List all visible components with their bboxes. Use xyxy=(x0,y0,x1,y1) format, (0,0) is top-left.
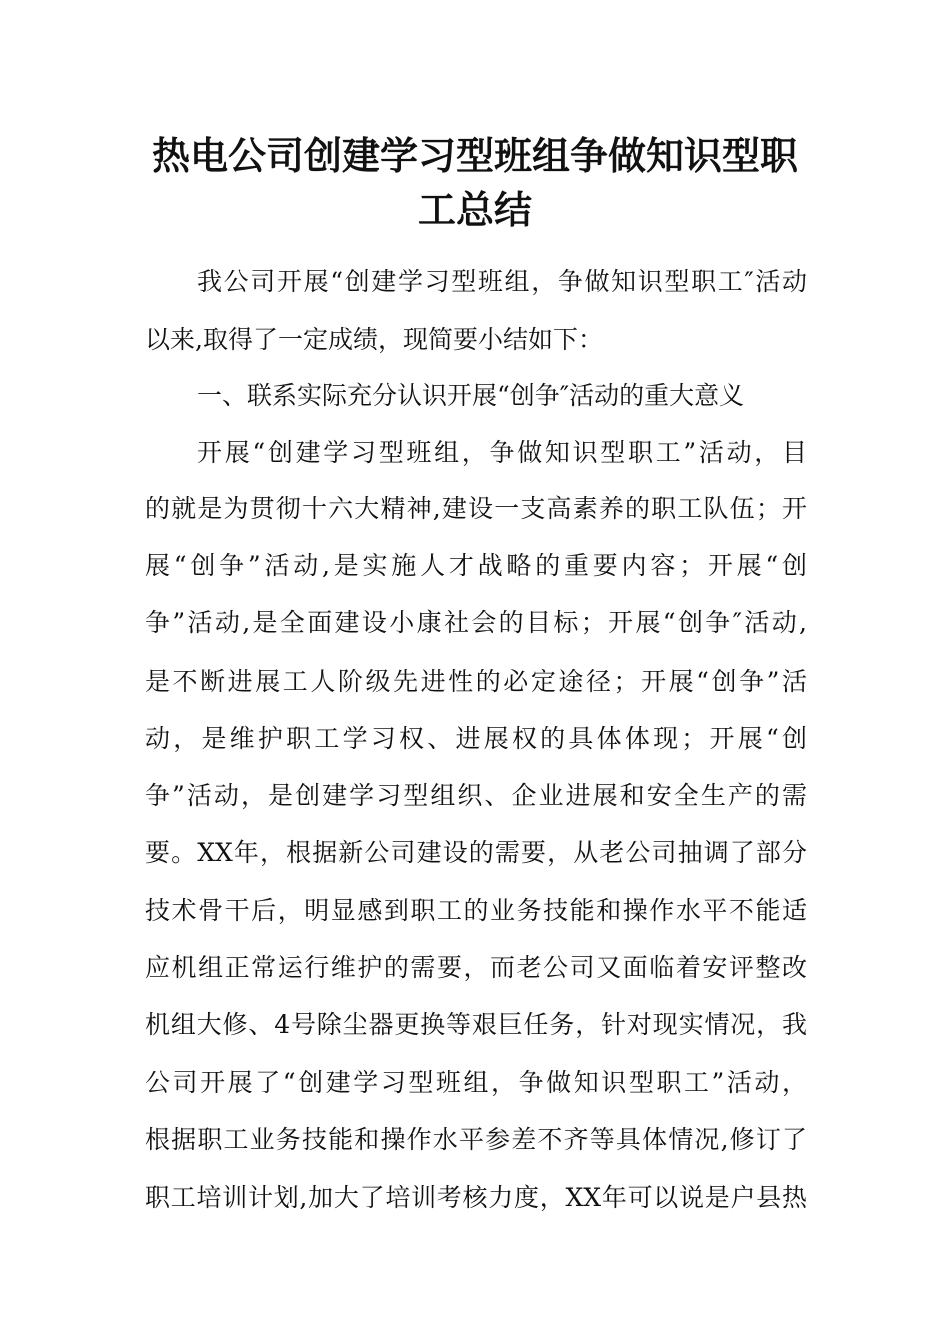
document-title-line-2: 工总结 xyxy=(417,187,532,232)
body-line: 争”活动，是创建学习型组织、企业进展和安全生产的需 xyxy=(145,781,807,810)
body-line: 以来,取得了一定成绩，现简要小结如下： xyxy=(145,325,603,354)
body-line: 根据职工业务技能和操作水平参差不齐等具体情况,修订了 xyxy=(145,1125,807,1154)
body-line: 应机组正常运行维护的需要，而老公司又面临着安评整改 xyxy=(145,953,807,982)
body-line: 的就是为贯彻十六大精神,建设一支高素养的职工队伍；开 xyxy=(145,494,807,523)
body-line: 公司开展了“创建学习型班组，争做知识型职工”活动， xyxy=(145,1068,807,1097)
section-heading: 一、联系实际充分认识开展“创争″活动的重大意义 xyxy=(197,381,745,410)
document-title-line-1: 热电公司创建学习型班组争做知识型职 xyxy=(151,133,798,178)
body-line: 争”活动,是全面建设小康社会的目标；开展“创争″活动, xyxy=(145,608,807,637)
body-line: 展“创争”活动,是实施人才战略的重要内容；开展“创 xyxy=(145,551,807,580)
body-line: 要。XX年，根据新公司建设的需要，从老公司抽调了部分 xyxy=(145,838,807,867)
body-line: 开展“创建学习型班组，争做知识型职工”活动，目 xyxy=(197,438,807,467)
body-line: 我公司开展“创建学习型班组，争做知识型职工″活动 xyxy=(197,267,807,296)
body-line: 机组大修、4号除尘器更换等艰巨任务，针对现实情况，我 xyxy=(145,1010,807,1039)
body-line: 职工培训计划,加大了培训考核力度，XX年可以说是户县热 xyxy=(145,1183,807,1212)
body-line: 是不断进展工人阶级先进性的必定途径；开展“创争”活 xyxy=(145,667,807,696)
body-line: 技术骨干后，明显感到职工的业务技能和操作水平不能适 xyxy=(145,896,807,925)
body-line: 动，是维护职工学习权、进展权的具体体现；开展“创 xyxy=(145,724,807,753)
